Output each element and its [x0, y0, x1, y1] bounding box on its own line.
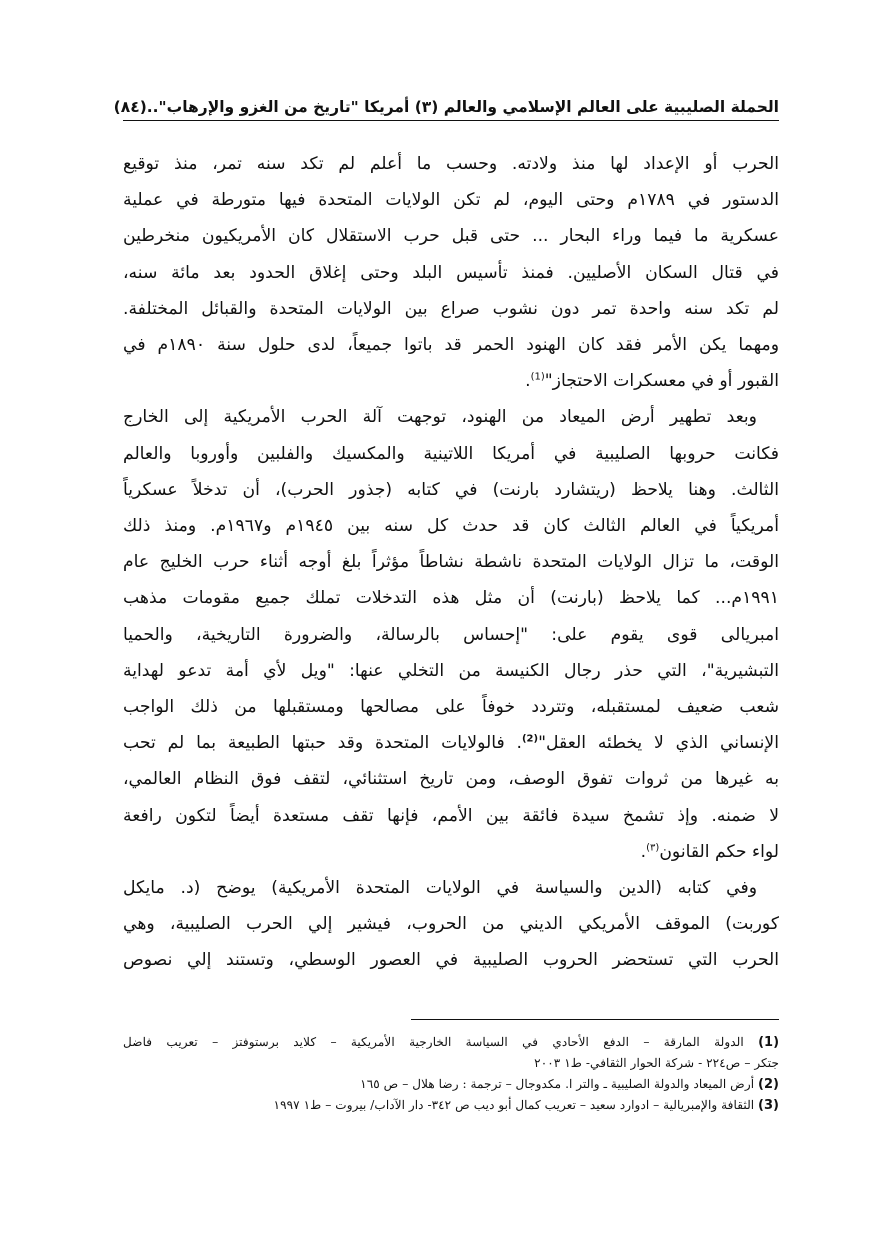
footnote-mark: (3) — [758, 1098, 779, 1113]
text-line: ومهما يكن الأمر فقد كان الهنود الحمر قد باتوا جميعاً، لدى حلول سنة ١٨٩٠م في — [123, 335, 779, 356]
footnote-ref-2[interactable]: (2) — [521, 733, 539, 745]
punctuation: . — [640, 841, 647, 862]
text-line: لم تكد سنه واحدة تمر دون نشوب صراع بين الولايات المتحدة والقبائل المختلفة. — [123, 298, 779, 319]
text-line: في قتال السكان الأصليين. فمنذ تأسيس البلد وحتى إغلاق الحدود بعد مائة سنه، — [123, 262, 779, 283]
text-line: الحرب أو الإعداد لها منذ ولادته. وحسب ما أعلم لم تكد سنه تمر، منذ توقيع — [123, 154, 779, 174]
footnote-mark: (1) — [758, 1035, 779, 1050]
page-number: (٨٤) — [113, 98, 147, 116]
footnote-ref-1[interactable]: (1) — [530, 371, 545, 383]
footnote-mark: (2) — [758, 1077, 779, 1092]
text-line-content: الإنساني الذي لا يخطئه العقل" — [538, 733, 779, 754]
text-line — [123, 363, 779, 399]
text-line: الثالث. وهنا يلاحظ (ريتشارد بارنت) في كتابه (جذور الحرب)، أن تدخلاً عسكرياً — [123, 479, 779, 500]
text-line: وبعد تطهير أرض الميعاد من الهنود، توجهت آلة الحرب الأمريكية إلى الخارج — [123, 407, 757, 428]
body-text — [123, 146, 779, 979]
text-line: عسكرية ما فيما وراء البحار ... حتى قبل حرب الاستقلال كان الأمريكيون منخرطين — [123, 226, 779, 247]
footnote-line: جتكر – ص٢٢٤ - شركة الحوار الثقافي- ط١ ٢٠٠٣ — [534, 1056, 779, 1070]
text-line: شعب ضعيف لمستقبله، وتتردد خوفاً على مصالحها ومستقبلها من ذلك الواجب — [123, 697, 779, 718]
punctuation: . — [525, 371, 531, 392]
book-title: الحملة الصليبية على العالم الإسلامي والعالم (٣) أمريكا "تاريخ من الغزو والإرهاب".. — [146, 98, 779, 116]
text-line-with-note — [123, 725, 779, 761]
paragraph-3 — [123, 870, 779, 979]
footnote-text: أرض الميعاد والدولة الصليبية ـ والتر ا. مكدوجال – ترجمة : رضا هلال – ص ١٦٥ — [360, 1077, 755, 1091]
footnotes — [123, 1032, 779, 1116]
text-line: الوقت، ما تزال الولايات المتحدة ناشطة نشاطاً مؤثراً بلغ أوجه أثناء حرب الخليج عام — [123, 552, 779, 573]
footnote-separator — [411, 1019, 779, 1020]
footnote-ref-3[interactable]: (٣) — [646, 842, 660, 854]
footnote-2 — [123, 1074, 779, 1095]
paragraph-2 — [123, 399, 779, 870]
text-line: التبشيرية"، التي حذر رجال الكنيسة من التخلي عنها: "ويل لأي أمة تدعو لهداية — [123, 660, 779, 681]
footnote-line — [123, 1074, 779, 1095]
footnote-3 — [123, 1095, 779, 1116]
footnote-text: الثقافة والإمبريالية – ادوارد سعيد – تعريب كمال أبو ديب ص ٣٤٢- دار الآداب/ بيروت – ط١ ١٩٩٧ — [273, 1098, 755, 1112]
text-line: لا ضمنه. وإذ تشمخ سيدة فائقة بين الأمم، فإنها تقف مستعدة أيضاً لتكون رافعة — [123, 805, 779, 826]
text-line: كوربت) الموقف الأمريكي الديني من الحروب، فيشير إلي الحرب الصليبية، وهي — [123, 914, 779, 935]
text-line: أمريكياً في العالم الثالث كان قد حدث كل سنه بين ١٩٤٥م و١٩٦٧م. ومنذ ذلك — [123, 516, 779, 537]
text-line: الحرب التي تستحضر الحروب الصليبية في العصور الوسطي، وتستند إلي نصوص — [123, 950, 779, 971]
text-line: الدستور في ١٧٨٩م وحتى اليوم، لم تكن الولايات المتحدة فيها متورطة في عملية — [123, 190, 779, 211]
text-line — [123, 834, 779, 870]
text-line-content: . فالولايات المتحدة وقد حبتها الطبيعة بما لم تحب — [123, 733, 522, 754]
running-header — [113, 88, 779, 121]
text-line: فكانت حروبها الصليبية في أمريكا اللاتينية والمكسيك والفلبين وأوروبا والعالم — [123, 443, 779, 464]
text-line: امبريالى قوى يقوم على: "إحساس بالرسالة، والضرورة التاريخية، والحميا — [123, 624, 779, 645]
paragraph-1 — [123, 146, 779, 399]
footnote-text: الدولة المارقة – الدفع الأحادي في السياسة الخارجية الأمريكية – كلايد برستوفتز – تعريب فاضل — [123, 1035, 744, 1049]
text-line: به غيرها من ثروات تفوق الوصف، ومن تاريخ استثنائي، لتقف فوق النظام العالمي، — [123, 769, 779, 790]
text-line: وفي كتابه (الدين والسياسة في الولايات المتحدة الأمريكية) يوضح (د. مايكل — [123, 878, 757, 899]
document-page — [113, 0, 779, 1240]
footnote-line — [123, 1095, 779, 1116]
text-line: ١٩٩١م... كما يلاحظ (بارنت) أن مثل هذه التدخلات تملك جميع مقومات مذهب — [123, 588, 779, 609]
footnote-line — [123, 1032, 779, 1053]
footnote-1 — [123, 1032, 779, 1074]
text-line-content: القبور أو في معسكرات الاحتجاز" — [544, 371, 779, 392]
text-line-content: لواء حكم القانون — [659, 841, 779, 862]
